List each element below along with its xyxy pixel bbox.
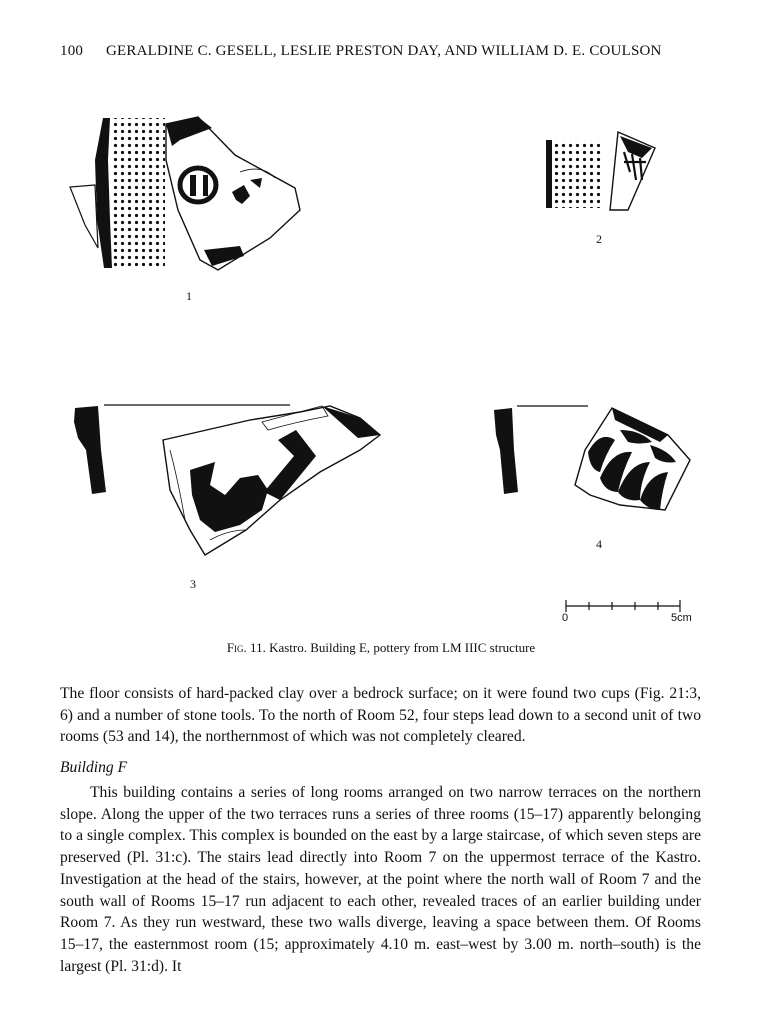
scale-end-label: 5cm xyxy=(671,612,692,624)
sherd-1-drawing xyxy=(70,117,300,270)
caption-figure-number: Fig. 11. xyxy=(226,640,266,655)
running-header xyxy=(60,43,710,60)
fig-label-1: 1 xyxy=(186,289,192,303)
sherd-2-drawing xyxy=(546,132,655,210)
fig-label-2: 2 xyxy=(596,232,602,246)
paragraph-text: The floor consists of hard-packed clay over a bedrock surface; on it were found two cups (Fig. 21:3, 6) and a number of stone tools. To the north of Room 52, four steps lead down to a second unit of two rooms (53 and 14), the northernmost of which was not completely cleared. xyxy=(60,685,701,746)
body-paragraph-2 xyxy=(60,782,701,977)
caption-text: Kastro. Building E, pottery from LM IIIC structure xyxy=(269,640,536,655)
pottery-drawings xyxy=(0,100,762,630)
figure-11 xyxy=(0,100,762,630)
paragraph-text: This building contains a series of long rooms arranged on two narrow terraces on the northern slope. Along the upper of the two terraces runs a series of three rooms (15–17) apparently belonging to a single complex. This complex is bounded on the east by a large staircase, of which seven steps are preserved (Pl. 31:c). The stairs lead directly into Room 7 on the uppermost terrace of the Kastro. Investigation at the head of the stairs, however, at the point where the north wall of Room 7 and the south wall of Rooms 15–17 run adjacent to each other, revealed traces of an earlier building under Room 7. As they run westward, these two walls diverge, leaving a space between them. Of Rooms 15–17, the easternmost room (15; approximately 4.10 m. east–west by 3.00 m. north–south) is the largest (Pl. 31:d). It xyxy=(60,784,701,975)
body-paragraph-1 xyxy=(60,683,701,748)
fig-label-4: 4 xyxy=(596,537,602,551)
sherd-4-drawing xyxy=(494,406,690,510)
fig-label-3: 3 xyxy=(190,577,196,591)
sherd-3-drawing xyxy=(74,405,380,555)
section-heading: Building F xyxy=(60,759,128,776)
page-number: 100 xyxy=(60,43,84,59)
figure-caption xyxy=(0,640,762,656)
scale-bar xyxy=(566,600,680,612)
authors: GERALDINE C. GESELL, LESLIE PRESTON DAY, AND WILLIAM D. E. COULSON xyxy=(106,43,662,59)
scale-start-label: 0 xyxy=(562,612,569,624)
